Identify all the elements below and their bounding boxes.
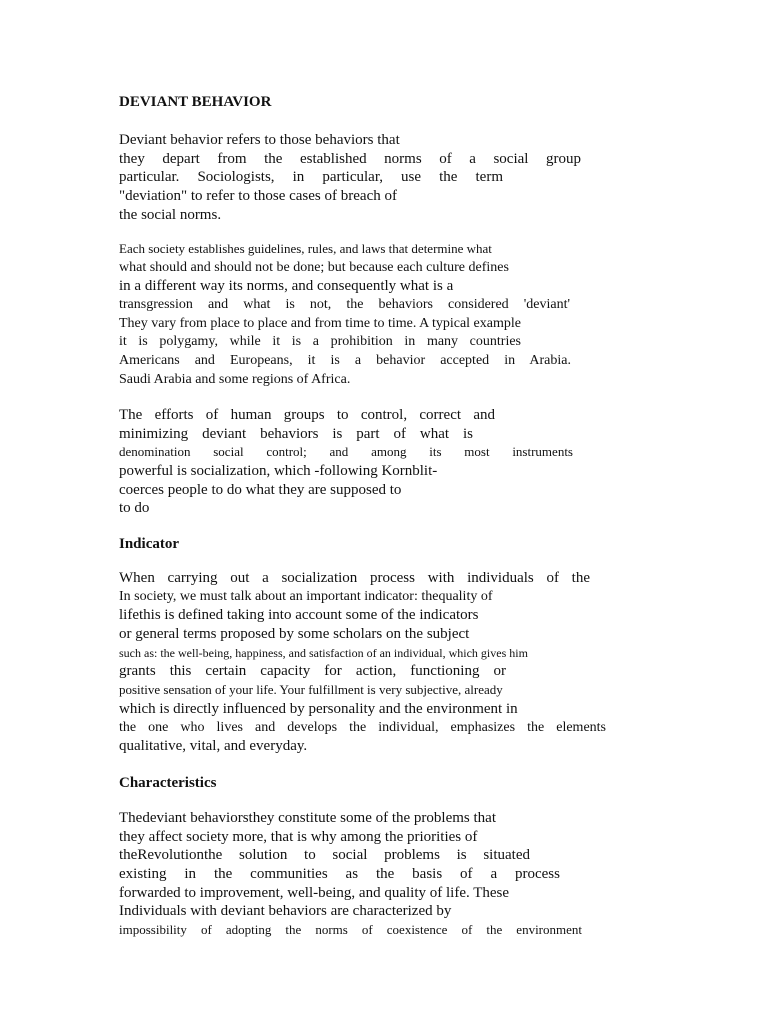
text-line: Each society establishes guidelines, rules, and laws that determine what [119,241,492,256]
text-line: existing in the communities as the basis of a process [119,866,560,883]
text-line: transgression and what is not, the behaviors considered 'deviant' [119,297,570,313]
paragraph-indicator [119,569,606,756]
text-line: "deviation" to refer to those cases of breach of [119,188,397,205]
text-line: denomination social control; and among its most instruments [119,444,573,460]
text-line: particular. Sociologists, in particular, use the term [119,169,503,186]
text-line: impossibility of adopting the norms of coexistence of the environment [119,922,582,938]
text-line: They vary from place to place and from time to time. A typical example [119,315,521,331]
text-line: Americans and Europeans, it is a behavior accepted in Arabia. [119,353,571,369]
paragraph-characteristics [119,809,584,940]
text-line: which is directly influenced by personality and the environment in [119,700,518,717]
text-line: In society, we must talk about an important indicator: thequality of [119,588,493,604]
paragraph-social-control [119,406,573,518]
text-line: Individuals with deviant behaviors are characterized by [119,903,452,920]
text-line: they affect society more, that is why among the priorities of [119,828,478,845]
text-line: positive sensation of your life. Your fulfillment is very subjective, already [119,682,503,698]
text-line: Deviant behavior refers to those behaviors that [119,132,400,148]
text-line: powerful is socialization, which -following Kornblit- [119,463,438,480]
text-line: When carrying out a socialization process with individuals of the [119,570,590,586]
text-line: The efforts of human groups to control, correct and [119,407,495,423]
document-title: DEVIANT BEHAVIOR [119,94,272,110]
text-line: or general terms proposed by some scholars on the subject [119,626,470,643]
text-line: grants this certain capacity for action, functioning or [119,663,506,680]
text-line: they depart from the established norms of a social group [119,150,581,167]
text-line: it is polygamy, while it is a prohibition in many countries [119,334,521,350]
text-line: coerces people to do what they are supposed to [119,481,402,498]
text-line: in a different way its norms, and consequently what is a [119,278,454,295]
text-line: the one who lives and develops the individual, emphasizes the elements [119,719,606,735]
text-line: qualitative, vital, and everyday. [119,738,308,755]
heading-characteristics: Characteristics [119,775,217,791]
text-line: Thedeviant behaviorsthey constitute some of the problems that [119,810,496,826]
text-line: such as: the well-being, happiness, and satisfaction of an individual, which gives him [119,645,528,660]
paragraph-society-norms [119,240,573,390]
text-line: theRevolutionthe solution to social problems is situated [119,847,530,864]
text-line: the social norms. [119,206,222,223]
text-line: lifethis is defined taking into account some of the indicators [119,607,479,624]
text-line: what should and should not be done; but because each culture defines [119,259,509,275]
heading-indicator: Indicator [119,536,179,552]
paragraph-definition [119,131,581,224]
text-line: minimizing deviant behaviors is part of what is [119,425,473,442]
text-line: forwarded to improvement, well-being, and quality of life. These [119,884,510,901]
text-line: to do [119,500,150,517]
text-line: Saudi Arabia and some regions of Africa. [119,371,351,387]
